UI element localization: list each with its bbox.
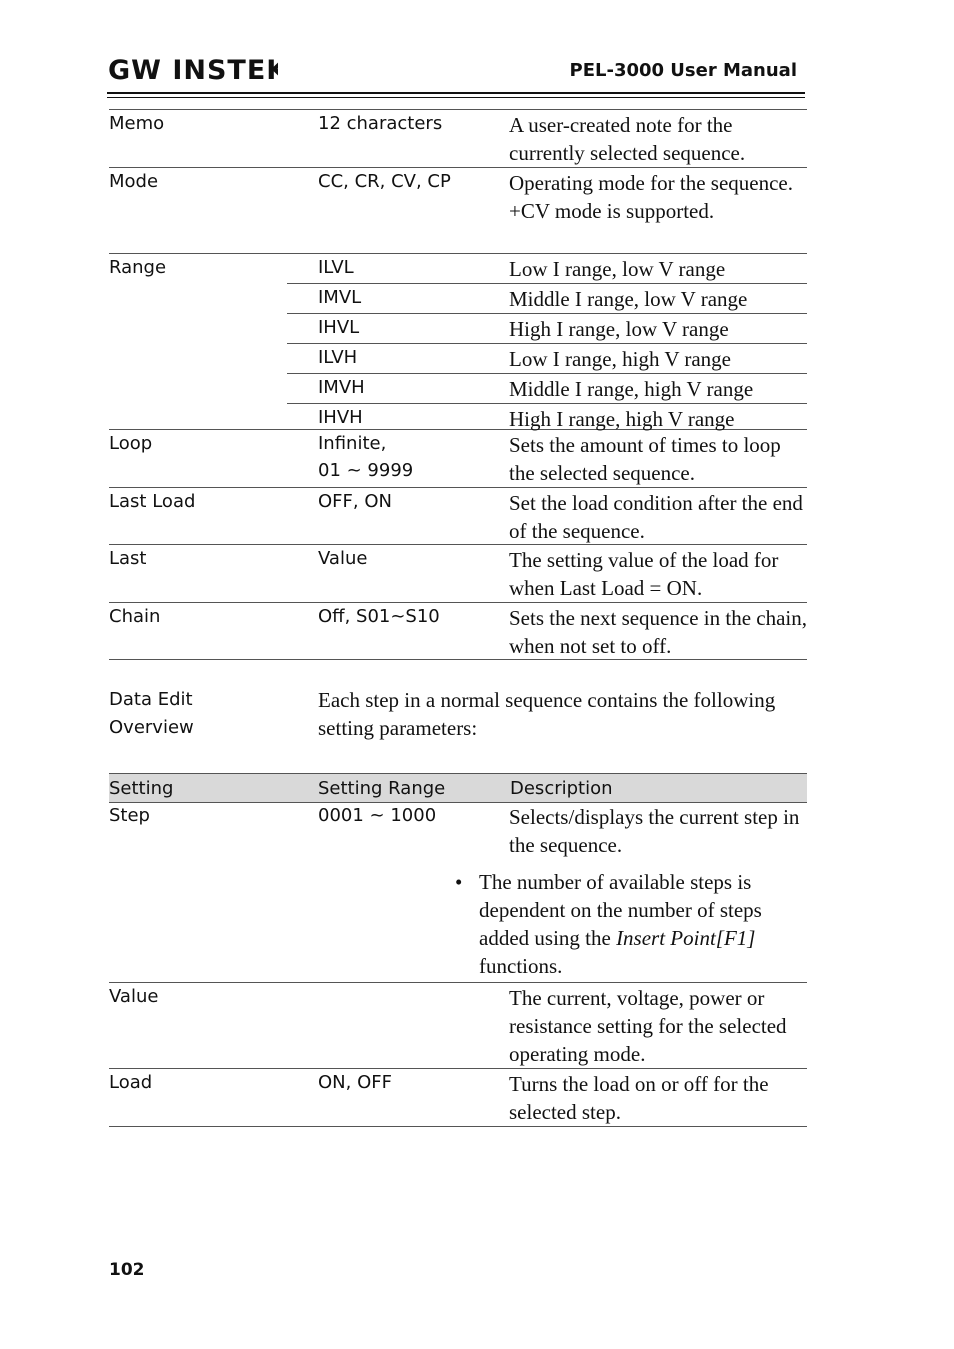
setting-range: ON, OFF <box>318 1072 392 1093</box>
page-number: 102 <box>109 1260 145 1280</box>
setting-range: CC, CR, CV, CP <box>318 171 451 192</box>
setting-name: Range <box>109 257 167 278</box>
range-description: Low I range, low V range <box>509 257 726 281</box>
range-code: IMVL <box>318 287 362 308</box>
setting-description: Turns the load on or off for the selected step. <box>509 1072 769 1124</box>
setting-description: Sets the amount of times to loop the selected sequence. <box>509 433 781 485</box>
setting-description: The setting value of the load for when Last Load = ON. <box>509 548 779 600</box>
list-item <box>287 373 807 403</box>
brand-logo <box>108 54 278 88</box>
table-row <box>109 802 807 983</box>
setting-range: Off, S01~S10 <box>318 606 440 627</box>
setting-range: 0001 ~ 1000 <box>318 805 437 826</box>
setting-range: Infinite, <box>318 433 387 454</box>
setting-description: Set the load condition after the end of the sequence. <box>509 491 803 543</box>
list-item <box>287 283 807 313</box>
range-code: IHVH <box>318 407 363 428</box>
setting-name: Memo <box>109 113 165 134</box>
sequence-settings-table <box>109 109 807 660</box>
range-description: Middle I range, low V range <box>509 287 748 311</box>
overview-label-line1: Data Edit <box>109 689 193 710</box>
range-code: IMVH <box>318 377 365 398</box>
table-row <box>109 430 807 488</box>
range-description: High I range, low V range <box>509 317 729 341</box>
setting-description: Sets the next sequence in the chain, when not set to off. <box>509 606 807 658</box>
list-item <box>287 313 807 343</box>
range-code: ILVH <box>318 347 358 368</box>
svg-text:GW INSTEK: GW INSTEK <box>108 55 278 84</box>
setting-range: OFF, ON <box>318 491 392 512</box>
overview-text: Each step in a normal sequence contains the following setting parameters: <box>318 688 776 740</box>
column-header-description: Description <box>510 778 613 799</box>
setting-description: Selects/displays the current step in the sequence. <box>509 805 800 857</box>
setting-name: Mode <box>109 171 159 192</box>
table-row <box>109 1069 807 1127</box>
table-row <box>109 545 807 603</box>
range-subtable <box>109 254 807 433</box>
range-code: IHVL <box>318 317 360 338</box>
range-description: High I range, high V range <box>509 407 735 431</box>
bullet-icon: • <box>455 870 463 894</box>
manual-title: PEL-3000 User Manual <box>569 60 797 81</box>
table-row <box>109 603 807 660</box>
data-edit-table <box>109 802 807 1127</box>
range-description: Low I range, high V range <box>509 347 731 371</box>
range-description: Middle I range, high V range <box>509 377 754 401</box>
setting-name: Last <box>109 548 147 569</box>
setting-description: The current, voltage, power or resistance setting for the selected operating mode. <box>509 986 787 1066</box>
setting-range: Value <box>318 548 368 569</box>
list-item <box>287 403 807 433</box>
column-header-setting: Setting <box>109 778 174 799</box>
setting-name: Last Load <box>109 491 196 512</box>
table-header <box>109 773 807 803</box>
header-rule-thin <box>107 97 805 98</box>
table-row <box>109 254 807 430</box>
setting-name: Loop <box>109 433 153 454</box>
setting-name: Value <box>109 986 159 1007</box>
table-row <box>109 983 807 1069</box>
setting-description: Operating mode for the sequence. +CV mode is supported. <box>509 171 793 223</box>
table-row <box>109 109 807 168</box>
bullet-text: The number of available steps is dependent on the number of steps added using the <box>479 870 762 950</box>
setting-name: Load <box>109 1072 153 1093</box>
setting-range-line2: 01 ~ 9999 <box>318 460 414 481</box>
setting-name: Step <box>109 805 150 826</box>
setting-range: 12 characters <box>318 113 443 134</box>
note-bullet <box>455 868 809 980</box>
overview-label-line2: Overview <box>109 717 194 738</box>
insert-point-reference: Insert Point[F1] <box>616 926 756 950</box>
bullet-text-end: functions. <box>479 954 563 978</box>
list-item <box>109 254 807 283</box>
header-rule <box>107 92 805 94</box>
table-row <box>109 488 807 545</box>
list-item <box>287 343 807 373</box>
setting-description: A user-created note for the currently selected sequence. <box>509 113 746 165</box>
overview-label <box>109 686 194 742</box>
range-code: ILVL <box>318 257 354 278</box>
column-header-range: Setting Range <box>318 778 446 799</box>
table-row <box>109 168 807 254</box>
setting-name: Chain <box>109 606 161 627</box>
